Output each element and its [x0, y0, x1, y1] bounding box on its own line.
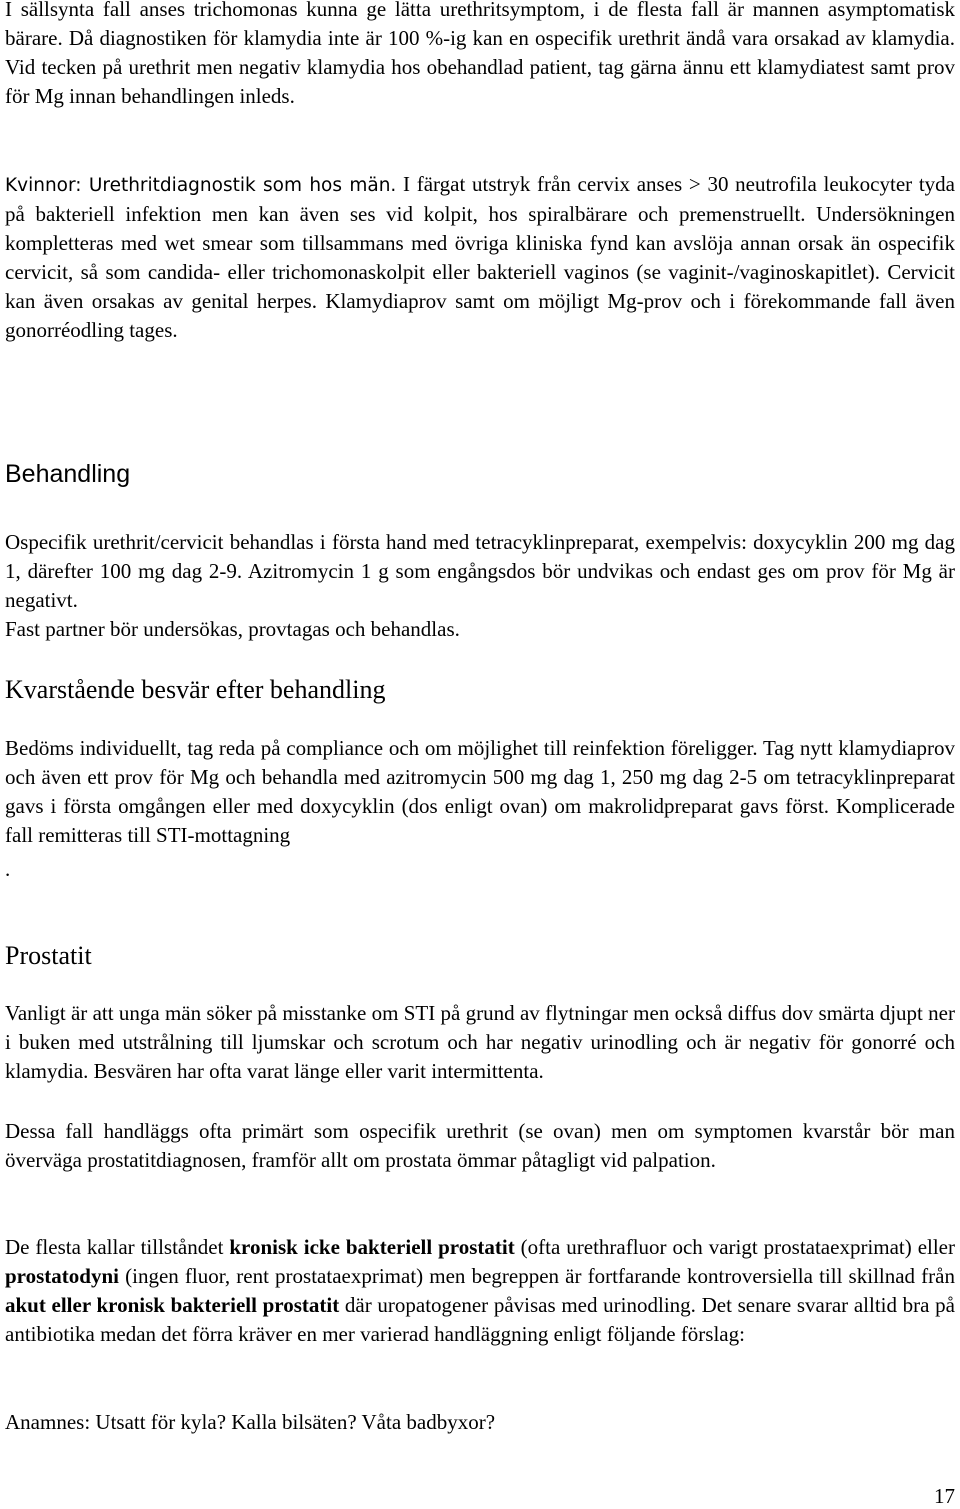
section-heading-kvarstaende: Kvarstående besvär efter behandling: [5, 675, 386, 704]
women-lead-text: Kvinnor: Urethritdiagnostik som hos män.: [5, 175, 397, 196]
prostatit-paragraph-1: Vanligt är att unga män söker på misstanke om STI på grund av flytningar men också diffus dov smärta djupt ner i buken med utstrålning till ljumskar och scrotum och har negativ urinodling och är negativ för gonorré och klamydia. Besvären har ofta varat länge eller varit intermittenta.: [5, 1001, 955, 1083]
p3-text-3: (ingen fluor, rent prostataexprimat) men begreppen är fortfarande kontroversiella till skillnad från: [118, 1264, 955, 1288]
prostatit-paragraph-2: Dessa fall handläggs ofta primärt som ospecifik urethrit (se ovan) men om symptomen kvarstår bör man överväga prostatitdiagnosen, framför allt om prostata ömmar påtagligt vid palpation.: [5, 1119, 955, 1172]
anamnes-line: Anamnes: Utsatt för kyla? Kalla bilsäten? Våta badbyxor?: [5, 1410, 496, 1434]
prostatit-paragraph-3: [5, 1233, 955, 1349]
section-heading-behandling: Behandling: [5, 460, 131, 488]
women-body-text: I färgat utstryk från cervix anses > 30 neutrofila leukocyter tyda på bakteriell infektion men kan även ses vid kolpit, hos spiralbärare och premenstruellt. Undersökningen kompletteras med wet smear som tillsammans med övriga kliniska fynd kan avslöja annan orsak än ospecifik cervicit, så som candida- eller trichomonaskolpit eller bakteriell vaginos (se vaginit-/vaginoskapitlet). Cervicit kan även orsakas av genital herpes. Klamydiaprov samt om möjligt Mg-prov och i förekommande fall även gonorréodling tages.: [5, 172, 955, 342]
term-kronisk-icke-bakteriell-prostatit: kronisk icke bakteriell prostatit: [229, 1235, 515, 1259]
term-akut-eller-kronisk-bakteriell-prostatit: akut eller kronisk bakteriell prostatit: [5, 1293, 340, 1317]
p3-text-4: där uropatogener påvisas med urinodling. Det senare svarar alltid bra på antibiotika medan det förra kräver en mer varierad handläggning enligt följande förslag:: [5, 1293, 955, 1346]
p3-text-1: De flesta kallar tillståndet: [5, 1235, 230, 1259]
intro-paragraph-2: [5, 170, 955, 345]
intro-paragraph-1: I sällsynta fall anses trichomonas kunna ge lätta urethritsymptom, i de flesta fall är mannen asymptomatisk bärare. Då diagnostiken för klamydia inte är 100 %-ig kan en ospecifik urethrit ändå vara orsakad av klamydia. Vid tecken på urethrit men negativ klamydia hos obehandlad patient, tag gärna ännu ett klamydiatest samt prov för Mg innan behandlingen inleds.: [5, 0, 955, 108]
p3-text-2: (ofta urethrafluor och varigt prostataexprimat) eller: [514, 1235, 955, 1259]
page-number: 17: [934, 1484, 955, 1508]
kvarstaende-paragraph-1: Bedöms individuellt, tag reda på compliance och om möjlighet till reinfektion föreligger. Tag nytt klamydiaprov och även ett prov för Mg och behandla med azitromycin 500 mg dag 1, 250 mg dag 2-5 om tetracyklinpreparat gavs i första omgången eller med doxycyklin (dos enligt ovan) om makrolidpreparat gavs först. Komplicerade fall remitteras till STI-mottagning: [5, 736, 955, 847]
kvarstaende-paragraph-2: .: [5, 857, 11, 881]
term-prostatodyni: prostatodyni: [5, 1264, 119, 1288]
behandling-paragraph-2: Fast partner bör undersökas, provtagas och behandlas.: [5, 617, 460, 641]
behandling-paragraph-1: Ospecifik urethrit/cervicit behandlas i första hand med tetracyklinpreparat, exempelvis: doxycyklin 200 mg dag 1, därefter 100 mg dag 2-9. Azitromycin 1 g som engångsdos bör undvikas och endast ges om prov för Mg är negativt.: [5, 530, 955, 612]
section-heading-prostatit: Prostatit: [5, 941, 92, 970]
